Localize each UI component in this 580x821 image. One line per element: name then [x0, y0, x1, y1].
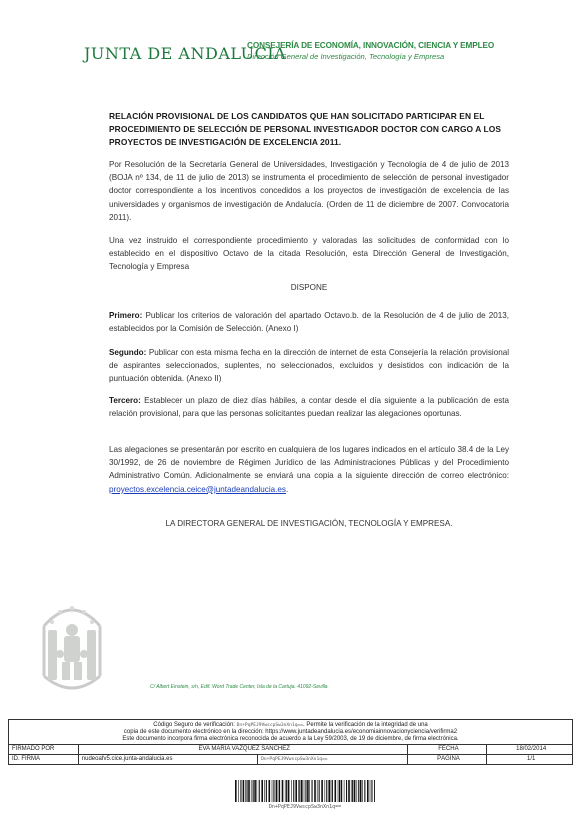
paragraph-tercero	[109, 394, 509, 420]
signature-row-id	[8, 755, 573, 765]
verification-label: Código Seguro de verificación:	[153, 722, 235, 728]
id-firma-label: ID. FIRMA	[9, 755, 79, 764]
verification-line-3: Este documento incorpora firma electrónica reconocida de acuerdo a la Ley 59/2003, de 19 de diciembre, de firma electrónica.	[122, 736, 459, 742]
firmado-por-label: FIRMADO POR	[9, 745, 79, 754]
tercero-label: Tercero:	[109, 396, 141, 405]
junta-logo: JUNTA DE ANDALUCIA	[84, 44, 287, 63]
paragraph-resolucion: Por Resolución de la Secretaría General de Universidades, Investigación y Tecnología de 4 de julio de 2013 (BOJA nº 134, de 11 de julio de 2013) se instrumenta el procedimiento de selección de personal investigador doctor correspondiente a los incentivos concedidos a los proyectos de investigación de excelencia de las universidades y organismos de investigación de Andalucía. (Orden de 11 de diciembre de 2007. Convocatoria 2011).	[109, 160, 509, 222]
email-link[interactable]: proyectos.excelencia.ceice@juntadeandalucia.es	[109, 484, 286, 494]
fecha-value: 18/02/2014	[516, 746, 547, 752]
paragraph-primero	[109, 309, 509, 335]
barcode-icon	[235, 780, 375, 802]
verification-line-2: copia de este documento electrónico en la dirección: https://www.juntadeandalucia.es/economiainnovacionyciencia/verifirma2	[123, 729, 458, 735]
address-line: C/ Albert Einstein, s/n, Edif. Word Trade Center, Isla de la Cartuja. 41092-Sevilla	[150, 684, 328, 690]
paragraph-instruido: Una vez instruido el correspondiente procedimiento y valoradas las solicitudes de conformidad con lo establecido en el dispositivo Octavo de la citada Resolución, esta Dirección General de Investigación, Tecnología y Empresa	[109, 236, 509, 272]
direccion-name: Dirección General de Investigación, Tecnología y Empresa	[247, 52, 445, 61]
signature-line: LA DIRECTORA GENERAL DE INVESTIGACIÓN, TECNOLOGÍA Y EMPRESA.	[165, 519, 453, 528]
document-title: RELACIÓN PROVISIONAL DE LOS CANDIDATOS QUE HAN SOLICITADO PARTICIPAR EN EL PROCEDIMIENTO DE SELECCIÓN DE PERSONAL INVESTIGADOR DOCTOR CON CARGO A LOS PROYECTOS DE INVESTIGACIÓN DE EXCELENCIA 2011.	[109, 111, 502, 147]
email-suffix: .	[285, 484, 289, 494]
dispone-heading: DISPONE	[290, 283, 328, 292]
pagina-label: PÁGINA	[408, 755, 488, 764]
segundo-label: Segundo:	[109, 348, 147, 357]
primero-label: Primero:	[109, 311, 143, 320]
firmado-por-value: EVA MARIA VAZQUEZ SANCHEZ	[79, 745, 408, 754]
consejeria-name: CONSEJERÍA DE ECONOMÍA, INNOVACIÓN, CIENCIA Y EMPLEO	[247, 41, 495, 50]
paragraph-alegaciones	[109, 443, 509, 496]
signature-row-firmado	[8, 745, 573, 755]
pagina-value: 1/1	[526, 756, 536, 762]
signature-box	[8, 719, 573, 765]
segundo-text: Publicar con esta misma fecha en la dirección de internet de esta Consejería la relación provisional de aspirantes seleccionados, suplentes, no seleccionados, excluidos y desistidos con indicación de la puntuación obtenida. (Anexo II)	[109, 348, 509, 384]
tercero-text: Establecer un plazo de diez días hábiles, a contar desde el día siguiente a la publicación de esta relación provisional, para que las personas solicitantes puedan realizar las alegaciones oportunas.	[109, 396, 510, 419]
andalucia-emblem-icon	[38, 596, 106, 704]
verification-code: Dn+PqPEJ9VwscpSw3nXn1q==	[236, 723, 304, 728]
fecha-label: FECHA	[408, 745, 488, 754]
verification-block	[8, 719, 573, 745]
primero-text: Publicar los criterios de valoración del apartado Octavo.b. de la Resolución de 4 de julio de 2013, establecidos por la Comisión de Selección. (Anexo I)	[109, 311, 509, 334]
verification-label-end: . Permite la verificación de la integridad de una	[303, 722, 428, 728]
verification-line-1	[9, 722, 572, 729]
id-firma-code: Dn+PqPEJ9VwscpSw3nXn1q==	[258, 755, 407, 764]
alegaciones-text: Las alegaciones se presentarán por escrito en cualquiera de los lugares indicados en el artículo 38.4 de la Ley 30/1992, de 26 de noviembre de Régimen Jurídico de las Administraciones Públicas y del Procedimiento Administrativo Común. Adicionalmente se enviará una copia a la siguiente dirección de correo electrónico:	[109, 445, 509, 481]
paragraph-segundo	[109, 346, 509, 386]
id-firma-value: nudeoafv5.cice.junta-andalucia.es	[79, 755, 258, 764]
barcode-text: Dn+PqPEJ9VwscpSw3nXn1q==	[268, 804, 342, 810]
